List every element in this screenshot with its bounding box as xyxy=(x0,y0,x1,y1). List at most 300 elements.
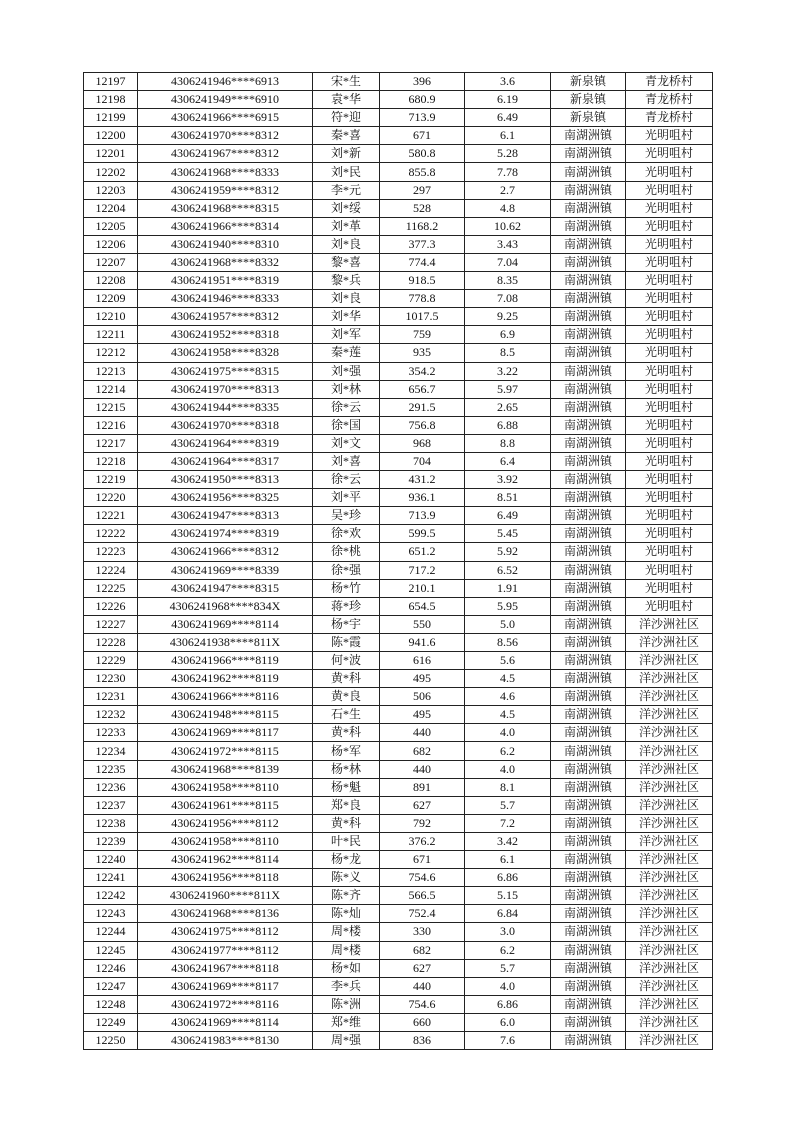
value-cell: 6.9 xyxy=(465,326,551,344)
id-number-cell: 4306241970****8313 xyxy=(138,380,313,398)
village-cell: 洋沙洲社区 xyxy=(626,796,713,814)
name-cell: 杨*林 xyxy=(313,760,380,778)
village-cell: 洋沙洲社区 xyxy=(626,851,713,869)
value-cell: 5.97 xyxy=(465,380,551,398)
town-cell: 南湖洲镇 xyxy=(551,670,626,688)
id-number-cell: 4306241964****8319 xyxy=(138,434,313,452)
value-cell: 8.8 xyxy=(465,434,551,452)
id-number-cell: 4306241946****8333 xyxy=(138,290,313,308)
town-cell: 南湖洲镇 xyxy=(551,579,626,597)
town-cell: 南湖洲镇 xyxy=(551,199,626,217)
row-number-cell: 12198 xyxy=(84,91,138,109)
amount-cell: 616 xyxy=(380,652,465,670)
town-cell: 南湖洲镇 xyxy=(551,452,626,470)
value-cell: 8.51 xyxy=(465,489,551,507)
table-row xyxy=(84,832,713,850)
table-row xyxy=(84,362,713,380)
id-number-cell: 4306241957****8312 xyxy=(138,308,313,326)
village-cell: 洋沙洲社区 xyxy=(626,742,713,760)
row-number-cell: 12247 xyxy=(84,977,138,995)
amount-cell: 528 xyxy=(380,199,465,217)
row-number-cell: 12242 xyxy=(84,887,138,905)
table-row xyxy=(84,778,713,796)
table-row xyxy=(84,543,713,561)
town-cell: 南湖洲镇 xyxy=(551,145,626,163)
town-cell: 南湖洲镇 xyxy=(551,380,626,398)
village-cell: 洋沙洲社区 xyxy=(626,778,713,796)
value-cell: 9.25 xyxy=(465,308,551,326)
name-cell: 李*元 xyxy=(313,181,380,199)
amount-cell: 440 xyxy=(380,977,465,995)
row-number-cell: 12240 xyxy=(84,851,138,869)
row-number-cell: 12246 xyxy=(84,959,138,977)
row-number-cell: 12199 xyxy=(84,109,138,127)
value-cell: 3.22 xyxy=(465,362,551,380)
table-row xyxy=(84,91,713,109)
name-cell: 徐*欢 xyxy=(313,525,380,543)
town-cell: 南湖洲镇 xyxy=(551,760,626,778)
table-row xyxy=(84,706,713,724)
name-cell: 杨*龙 xyxy=(313,851,380,869)
table-row xyxy=(84,977,713,995)
value-cell: 6.2 xyxy=(465,742,551,760)
table-row xyxy=(84,434,713,452)
id-number-cell: 4306241948****8115 xyxy=(138,706,313,724)
amount-cell: 660 xyxy=(380,1013,465,1031)
table-row xyxy=(84,670,713,688)
id-number-cell: 4306241964****8317 xyxy=(138,452,313,470)
id-number-cell: 4306241983****8130 xyxy=(138,1031,313,1049)
id-number-cell: 4306241968****8136 xyxy=(138,905,313,923)
name-cell: 刘*林 xyxy=(313,380,380,398)
table-row xyxy=(84,851,713,869)
amount-cell: 431.2 xyxy=(380,471,465,489)
village-cell: 光明咀村 xyxy=(626,145,713,163)
value-cell: 5.7 xyxy=(465,959,551,977)
town-cell: 南湖洲镇 xyxy=(551,633,626,651)
table-row xyxy=(84,308,713,326)
row-number-cell: 12234 xyxy=(84,742,138,760)
row-number-cell: 12212 xyxy=(84,344,138,362)
id-number-cell: 4306241951****8319 xyxy=(138,272,313,290)
village-cell: 洋沙洲社区 xyxy=(626,724,713,742)
amount-cell: 778.8 xyxy=(380,290,465,308)
row-number-cell: 12244 xyxy=(84,923,138,941)
table-row xyxy=(84,127,713,145)
row-number-cell: 12237 xyxy=(84,796,138,814)
amount-cell: 495 xyxy=(380,670,465,688)
id-number-cell: 4306241956****8112 xyxy=(138,814,313,832)
row-number-cell: 12216 xyxy=(84,416,138,434)
value-cell: 3.0 xyxy=(465,923,551,941)
id-number-cell: 4306241970****8312 xyxy=(138,127,313,145)
village-cell: 光明咀村 xyxy=(626,380,713,398)
table-row xyxy=(84,525,713,543)
town-cell: 南湖洲镇 xyxy=(551,796,626,814)
amount-cell: 671 xyxy=(380,127,465,145)
id-number-cell: 4306241958****8328 xyxy=(138,344,313,362)
amount-cell: 752.4 xyxy=(380,905,465,923)
table-row xyxy=(84,561,713,579)
village-cell: 洋沙洲社区 xyxy=(626,706,713,724)
table-row xyxy=(84,398,713,416)
amount-cell: 713.9 xyxy=(380,109,465,127)
id-number-cell: 4306241946****6913 xyxy=(138,73,313,91)
table-row xyxy=(84,416,713,434)
village-cell: 洋沙洲社区 xyxy=(626,1031,713,1049)
table-row xyxy=(84,199,713,217)
name-cell: 陈*齐 xyxy=(313,887,380,905)
town-cell: 南湖洲镇 xyxy=(551,887,626,905)
amount-cell: 704 xyxy=(380,452,465,470)
name-cell: 宋*生 xyxy=(313,73,380,91)
amount-cell: 440 xyxy=(380,760,465,778)
id-number-cell: 4306241968****8139 xyxy=(138,760,313,778)
name-cell: 刘*新 xyxy=(313,145,380,163)
value-cell: 6.49 xyxy=(465,109,551,127)
value-cell: 5.45 xyxy=(465,525,551,543)
town-cell: 南湖洲镇 xyxy=(551,525,626,543)
amount-cell: 671 xyxy=(380,851,465,869)
village-cell: 光明咀村 xyxy=(626,579,713,597)
village-cell: 光明咀村 xyxy=(626,398,713,416)
id-number-cell: 4306241969****8114 xyxy=(138,615,313,633)
table-row xyxy=(84,326,713,344)
name-cell: 秦*莲 xyxy=(313,344,380,362)
name-cell: 黄*科 xyxy=(313,814,380,832)
town-cell: 南湖洲镇 xyxy=(551,706,626,724)
id-number-cell: 4306241958****8110 xyxy=(138,832,313,850)
village-cell: 青龙桥村 xyxy=(626,91,713,109)
row-number-cell: 12207 xyxy=(84,253,138,271)
value-cell: 2.65 xyxy=(465,398,551,416)
value-cell: 6.49 xyxy=(465,507,551,525)
village-cell: 洋沙洲社区 xyxy=(626,652,713,670)
amount-cell: 396 xyxy=(380,73,465,91)
name-cell: 蒋*珍 xyxy=(313,597,380,615)
id-number-cell: 4306241962****8119 xyxy=(138,670,313,688)
table-row xyxy=(84,615,713,633)
name-cell: 刘*喜 xyxy=(313,452,380,470)
town-cell: 南湖洲镇 xyxy=(551,742,626,760)
amount-cell: 717.2 xyxy=(380,561,465,579)
village-cell: 光明咀村 xyxy=(626,344,713,362)
table-row xyxy=(84,471,713,489)
name-cell: 李*兵 xyxy=(313,977,380,995)
value-cell: 10.62 xyxy=(465,217,551,235)
amount-cell: 680.9 xyxy=(380,91,465,109)
value-cell: 6.84 xyxy=(465,905,551,923)
town-cell: 南湖洲镇 xyxy=(551,724,626,742)
amount-cell: 891 xyxy=(380,778,465,796)
village-cell: 洋沙洲社区 xyxy=(626,959,713,977)
value-cell: 2.7 xyxy=(465,181,551,199)
name-cell: 叶*民 xyxy=(313,832,380,850)
name-cell: 陈*义 xyxy=(313,869,380,887)
table-row xyxy=(84,796,713,814)
village-cell: 光明咀村 xyxy=(626,326,713,344)
town-cell: 南湖洲镇 xyxy=(551,272,626,290)
table-row xyxy=(84,181,713,199)
row-number-cell: 12230 xyxy=(84,670,138,688)
value-cell: 6.1 xyxy=(465,127,551,145)
value-cell: 6.52 xyxy=(465,561,551,579)
town-cell: 南湖洲镇 xyxy=(551,217,626,235)
row-number-cell: 12215 xyxy=(84,398,138,416)
village-cell: 洋沙洲社区 xyxy=(626,887,713,905)
village-cell: 洋沙洲社区 xyxy=(626,688,713,706)
value-cell: 4.0 xyxy=(465,724,551,742)
value-cell: 4.5 xyxy=(465,670,551,688)
name-cell: 秦*喜 xyxy=(313,127,380,145)
value-cell: 6.86 xyxy=(465,869,551,887)
row-number-cell: 12235 xyxy=(84,760,138,778)
value-cell: 6.19 xyxy=(465,91,551,109)
id-number-cell: 4306241966****8312 xyxy=(138,543,313,561)
table-row xyxy=(84,217,713,235)
table-row xyxy=(84,633,713,651)
table-row xyxy=(84,253,713,271)
value-cell: 7.6 xyxy=(465,1031,551,1049)
row-number-cell: 12229 xyxy=(84,652,138,670)
town-cell: 南湖洲镇 xyxy=(551,615,626,633)
village-cell: 光明咀村 xyxy=(626,525,713,543)
amount-cell: 682 xyxy=(380,742,465,760)
row-number-cell: 12209 xyxy=(84,290,138,308)
name-cell: 杨*魁 xyxy=(313,778,380,796)
id-number-cell: 4306241975****8315 xyxy=(138,362,313,380)
name-cell: 石*生 xyxy=(313,706,380,724)
village-cell: 洋沙洲社区 xyxy=(626,615,713,633)
village-cell: 洋沙洲社区 xyxy=(626,633,713,651)
name-cell: 徐*云 xyxy=(313,398,380,416)
table-row xyxy=(84,73,713,91)
amount-cell: 855.8 xyxy=(380,163,465,181)
value-cell: 6.4 xyxy=(465,452,551,470)
value-cell: 5.28 xyxy=(465,145,551,163)
id-number-cell: 4306241968****8333 xyxy=(138,163,313,181)
name-cell: 杨*宇 xyxy=(313,615,380,633)
town-cell: 南湖洲镇 xyxy=(551,814,626,832)
row-number-cell: 12232 xyxy=(84,706,138,724)
name-cell: 徐*国 xyxy=(313,416,380,434)
id-number-cell: 4306241944****8335 xyxy=(138,398,313,416)
value-cell: 6.1 xyxy=(465,851,551,869)
id-number-cell: 4306241975****8112 xyxy=(138,923,313,941)
name-cell: 陈*灿 xyxy=(313,905,380,923)
amount-cell: 291.5 xyxy=(380,398,465,416)
village-cell: 洋沙洲社区 xyxy=(626,814,713,832)
village-cell: 光明咀村 xyxy=(626,308,713,326)
town-cell: 南湖洲镇 xyxy=(551,923,626,941)
row-number-cell: 12219 xyxy=(84,471,138,489)
id-number-cell: 4306241969****8117 xyxy=(138,724,313,742)
value-cell: 3.43 xyxy=(465,235,551,253)
name-cell: 陈*洲 xyxy=(313,995,380,1013)
village-cell: 光明咀村 xyxy=(626,127,713,145)
village-cell: 洋沙洲社区 xyxy=(626,941,713,959)
town-cell: 新泉镇 xyxy=(551,73,626,91)
amount-cell: 1017.5 xyxy=(380,308,465,326)
name-cell: 杨*如 xyxy=(313,959,380,977)
row-number-cell: 12245 xyxy=(84,941,138,959)
amount-cell: 297 xyxy=(380,181,465,199)
name-cell: 杨*军 xyxy=(313,742,380,760)
table-row xyxy=(84,688,713,706)
amount-cell: 506 xyxy=(380,688,465,706)
value-cell: 5.0 xyxy=(465,615,551,633)
village-cell: 光明咀村 xyxy=(626,235,713,253)
village-cell: 洋沙洲社区 xyxy=(626,760,713,778)
table-row xyxy=(84,869,713,887)
row-number-cell: 12239 xyxy=(84,832,138,850)
table-row xyxy=(84,923,713,941)
amount-cell: 376.2 xyxy=(380,832,465,850)
village-cell: 光明咀村 xyxy=(626,272,713,290)
village-cell: 光明咀村 xyxy=(626,507,713,525)
row-number-cell: 12249 xyxy=(84,1013,138,1031)
amount-cell: 713.9 xyxy=(380,507,465,525)
village-cell: 光明咀村 xyxy=(626,181,713,199)
id-number-cell: 4306241956****8118 xyxy=(138,869,313,887)
amount-cell: 495 xyxy=(380,706,465,724)
row-number-cell: 12228 xyxy=(84,633,138,651)
id-number-cell: 4306241968****834X xyxy=(138,597,313,615)
value-cell: 4.6 xyxy=(465,688,551,706)
row-number-cell: 12208 xyxy=(84,272,138,290)
table-row xyxy=(84,814,713,832)
table-row xyxy=(84,507,713,525)
amount-cell: 566.5 xyxy=(380,887,465,905)
id-number-cell: 4306241966****6915 xyxy=(138,109,313,127)
row-number-cell: 12204 xyxy=(84,199,138,217)
amount-cell: 654.5 xyxy=(380,597,465,615)
name-cell: 刘*绥 xyxy=(313,199,380,217)
village-cell: 青龙桥村 xyxy=(626,73,713,91)
value-cell: 6.86 xyxy=(465,995,551,1013)
name-cell: 徐*桃 xyxy=(313,543,380,561)
village-cell: 洋沙洲社区 xyxy=(626,869,713,887)
row-number-cell: 12220 xyxy=(84,489,138,507)
table-row xyxy=(84,380,713,398)
row-number-cell: 12241 xyxy=(84,869,138,887)
id-number-cell: 4306241961****8115 xyxy=(138,796,313,814)
id-number-cell: 4306241967****8312 xyxy=(138,145,313,163)
amount-cell: 968 xyxy=(380,434,465,452)
amount-cell: 656.7 xyxy=(380,380,465,398)
town-cell: 南湖洲镇 xyxy=(551,1013,626,1031)
value-cell: 6.2 xyxy=(465,941,551,959)
value-cell: 5.15 xyxy=(465,887,551,905)
amount-cell: 377.3 xyxy=(380,235,465,253)
table-row xyxy=(84,163,713,181)
table-row xyxy=(84,724,713,742)
id-number-cell: 4306241968****8315 xyxy=(138,199,313,217)
town-cell: 南湖洲镇 xyxy=(551,543,626,561)
village-cell: 光明咀村 xyxy=(626,561,713,579)
amount-cell: 354.2 xyxy=(380,362,465,380)
village-cell: 光明咀村 xyxy=(626,362,713,380)
amount-cell: 550 xyxy=(380,615,465,633)
value-cell: 4.8 xyxy=(465,199,551,217)
row-number-cell: 12203 xyxy=(84,181,138,199)
row-number-cell: 12211 xyxy=(84,326,138,344)
table-row xyxy=(84,235,713,253)
town-cell: 南湖洲镇 xyxy=(551,163,626,181)
table-row xyxy=(84,887,713,905)
id-number-cell: 4306241977****8112 xyxy=(138,941,313,959)
town-cell: 南湖洲镇 xyxy=(551,832,626,850)
records-table xyxy=(83,72,713,1050)
town-cell: 南湖洲镇 xyxy=(551,362,626,380)
id-number-cell: 4306241952****8318 xyxy=(138,326,313,344)
table-row xyxy=(84,579,713,597)
amount-cell: 754.6 xyxy=(380,995,465,1013)
name-cell: 杨*竹 xyxy=(313,579,380,597)
town-cell: 南湖洲镇 xyxy=(551,869,626,887)
amount-cell: 682 xyxy=(380,941,465,959)
id-number-cell: 4306241970****8318 xyxy=(138,416,313,434)
value-cell: 7.04 xyxy=(465,253,551,271)
id-number-cell: 4306241966****8314 xyxy=(138,217,313,235)
id-number-cell: 4306241938****811X xyxy=(138,633,313,651)
row-number-cell: 12221 xyxy=(84,507,138,525)
row-number-cell: 12214 xyxy=(84,380,138,398)
amount-cell: 836 xyxy=(380,1031,465,1049)
table-row xyxy=(84,489,713,507)
table-row xyxy=(84,905,713,923)
town-cell: 南湖洲镇 xyxy=(551,290,626,308)
row-number-cell: 12233 xyxy=(84,724,138,742)
name-cell: 周*强 xyxy=(313,1031,380,1049)
id-number-cell: 4306241956****8325 xyxy=(138,489,313,507)
value-cell: 5.95 xyxy=(465,597,551,615)
name-cell: 刘*文 xyxy=(313,434,380,452)
table-row xyxy=(84,597,713,615)
id-number-cell: 4306241968****8332 xyxy=(138,253,313,271)
row-number-cell: 12227 xyxy=(84,615,138,633)
records-table-body xyxy=(84,73,713,1050)
amount-cell: 210.1 xyxy=(380,579,465,597)
town-cell: 南湖洲镇 xyxy=(551,326,626,344)
amount-cell: 918.5 xyxy=(380,272,465,290)
amount-cell: 759 xyxy=(380,326,465,344)
row-number-cell: 12213 xyxy=(84,362,138,380)
village-cell: 青龙桥村 xyxy=(626,109,713,127)
town-cell: 南湖洲镇 xyxy=(551,489,626,507)
amount-cell: 580.8 xyxy=(380,145,465,163)
name-cell: 黎*兵 xyxy=(313,272,380,290)
town-cell: 南湖洲镇 xyxy=(551,507,626,525)
amount-cell: 440 xyxy=(380,724,465,742)
row-number-cell: 12248 xyxy=(84,995,138,1013)
amount-cell: 330 xyxy=(380,923,465,941)
value-cell: 4.5 xyxy=(465,706,551,724)
row-number-cell: 12197 xyxy=(84,73,138,91)
value-cell: 7.08 xyxy=(465,290,551,308)
name-cell: 郑*良 xyxy=(313,796,380,814)
value-cell: 3.42 xyxy=(465,832,551,850)
table-row xyxy=(84,1013,713,1031)
table-row xyxy=(84,1031,713,1049)
town-cell: 南湖洲镇 xyxy=(551,561,626,579)
amount-cell: 599.5 xyxy=(380,525,465,543)
name-cell: 黄*科 xyxy=(313,724,380,742)
id-number-cell: 4306241958****8110 xyxy=(138,778,313,796)
town-cell: 南湖洲镇 xyxy=(551,977,626,995)
name-cell: 刘*强 xyxy=(313,362,380,380)
table-row xyxy=(84,452,713,470)
